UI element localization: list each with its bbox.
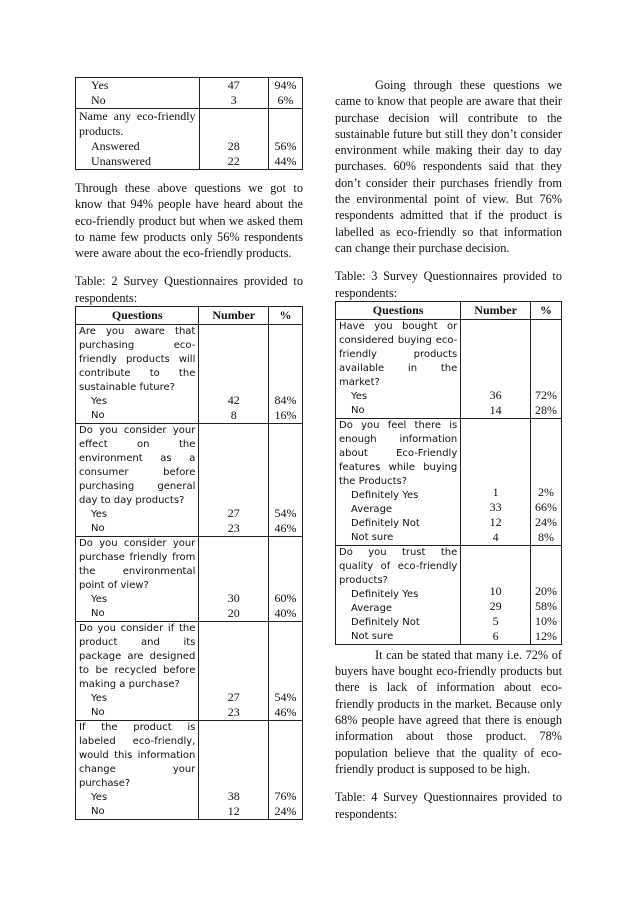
response-percent: 24% — [274, 804, 297, 819]
response-count: 33 — [489, 499, 502, 514]
answer-option: No — [91, 410, 105, 422]
table-row — [336, 319, 562, 418]
table-3-caption: Table: 3 Survey Questionnaires provided to respondents: — [335, 269, 562, 300]
response-count: 47 — [227, 78, 240, 92]
percent-cell — [269, 622, 303, 721]
question-cell — [336, 319, 461, 418]
response-percent: 84% — [274, 393, 297, 408]
response-count: 20 — [227, 606, 240, 621]
response-percent: 16% — [274, 408, 297, 423]
number-cell — [461, 418, 531, 545]
response-count: 10 — [489, 583, 502, 598]
answer-option: No — [91, 608, 105, 620]
column-header: % — [269, 307, 303, 325]
response-count: 28 — [227, 139, 240, 153]
question-cell — [76, 721, 199, 820]
number-cell — [199, 622, 269, 721]
question-text: Have you bought or considered buying eco-friendly products available in the market? — [339, 320, 458, 388]
answer-option: Yes — [91, 792, 108, 804]
question-cell — [76, 325, 199, 424]
answer-option: Definitely Yes — [351, 489, 419, 501]
response-count: 23 — [227, 521, 240, 536]
answer-option: No — [351, 404, 365, 416]
response-percent: 76% — [274, 789, 297, 804]
column-header: Number — [199, 307, 269, 325]
number-cell — [199, 325, 269, 424]
answer-option: Yes — [91, 594, 108, 606]
question-text: Do you consider your effect on the environment as a consumer before purchasing general day to day products? — [79, 425, 196, 507]
question-cell — [76, 424, 199, 537]
response-count: 12 — [489, 514, 502, 529]
table-row — [76, 424, 303, 537]
percent-cell — [269, 721, 303, 820]
survey-table-3 — [335, 301, 562, 645]
number-cell — [199, 721, 269, 820]
answer-option: No — [91, 707, 105, 719]
percent-cell — [269, 424, 303, 537]
response-percent: 66% — [535, 499, 557, 514]
number-cell — [461, 319, 531, 418]
table-row — [76, 537, 303, 622]
answer-option: Definitely Not — [351, 616, 420, 628]
number-cell — [199, 537, 269, 622]
question-text: Are you aware that purchasing eco-friendly products will contribute to the sustainable future? — [79, 326, 196, 394]
response-count: 6 — [492, 628, 499, 643]
response-percent: 8% — [538, 529, 554, 544]
percent-cell — [269, 537, 303, 622]
response-percent: 54% — [274, 690, 297, 705]
answer-option: Yes — [91, 396, 108, 408]
percent-cell — [531, 418, 562, 545]
response-percent: 40% — [274, 606, 297, 621]
question-text: Do you consider if the product and its package are designed to be recycled before making a purchase? — [79, 623, 196, 691]
number-cell — [461, 545, 531, 644]
answer-option: Not sure — [351, 531, 394, 543]
question-cell — [336, 418, 461, 545]
right-column — [335, 77, 562, 822]
response-count: 27 — [227, 690, 240, 705]
answer-option: Not sure — [351, 630, 394, 642]
question-cell — [76, 537, 199, 622]
response-count: 14 — [489, 402, 502, 417]
answer-option: Average — [351, 602, 393, 614]
answer-option: Average — [351, 503, 393, 515]
table-row — [336, 418, 562, 545]
response-count: 23 — [227, 705, 240, 720]
table-row — [76, 622, 303, 721]
table-row — [76, 78, 303, 109]
response-percent: 12% — [535, 628, 557, 643]
response-count: 8 — [230, 408, 237, 423]
question-cell — [76, 109, 200, 170]
question-text: Do you consider your purchase friendly from the environmental point of view? — [79, 538, 196, 592]
response-percent: 2% — [538, 484, 554, 499]
number-cell — [199, 109, 268, 170]
number-cell — [199, 424, 269, 537]
column-header: % — [531, 301, 562, 319]
response-count: 29 — [489, 598, 502, 613]
answer-option: Unanswered — [91, 154, 151, 168]
response-count: 38 — [227, 789, 240, 804]
response-percent: 58% — [535, 598, 557, 613]
answer-option: Answered — [91, 139, 140, 153]
response-count: 36 — [489, 387, 502, 402]
table-2-caption: Table: 2 Survey Questionnaires provided to respondents: — [75, 274, 303, 305]
response-percent: 46% — [274, 705, 297, 720]
table-row — [336, 545, 562, 644]
percent-cell — [269, 325, 303, 424]
answer-option: Definitely Not — [351, 517, 420, 529]
answer-option: Yes — [351, 390, 368, 402]
question-text: If the product is labeled eco-friendly, would this information change your purchase? — [79, 722, 196, 790]
column-header: Questions — [76, 307, 199, 325]
response-percent: 10% — [535, 613, 557, 628]
question-cell — [76, 78, 200, 109]
response-count: 30 — [227, 591, 240, 606]
percent-cell — [531, 319, 562, 418]
paragraph-buyers-summary: It can be stated that many i.e. 72% of buyers have bought eco-friendly products but there is lack of information about eco-friendly products in the market. Because only 68% people have agreed that there is enough information about those product. 78% population believe that the quality of eco-friendly product is supposed to be high. — [335, 647, 562, 776]
question-cell — [76, 622, 199, 721]
response-percent: 24% — [535, 514, 557, 529]
paragraph-purchase-decision: Going through these questions we came to know that people are aware that their purchase decision will contribute to the sustainable future but still they don’t consider environment while making their day to day purchases. 60% respondents said that they don’t consider their purchases friendly from the environmental point of view. But 76% respondents admitted that if the product is labelled as eco-friendly so that information can change their purchase decision. — [335, 78, 562, 255]
column-header: Questions — [336, 301, 461, 319]
response-count: 22 — [227, 154, 240, 168]
answer-option: No — [91, 93, 106, 107]
percent-cell — [269, 109, 303, 170]
response-percent: 72% — [535, 387, 557, 402]
answer-option: Definitely Yes — [351, 588, 419, 600]
percent-cell — [269, 78, 303, 109]
table-row — [76, 325, 303, 424]
response-count: 3 — [230, 93, 237, 107]
response-count: 27 — [227, 506, 240, 521]
response-count: 4 — [492, 529, 499, 544]
response-count: 5 — [492, 613, 499, 628]
response-percent: 56% — [274, 139, 297, 153]
response-percent: 28% — [535, 402, 557, 417]
response-count: 12 — [227, 804, 240, 819]
question-text: Name any eco-friendly products. — [79, 109, 196, 138]
survey-table-1-continued — [75, 77, 303, 170]
question-text: Do you trust the quality of eco-friendly products? — [339, 546, 458, 586]
response-percent: 6% — [277, 93, 294, 107]
left-column — [75, 77, 303, 820]
response-percent: 60% — [274, 591, 297, 606]
answer-option: No — [91, 523, 105, 535]
question-cell — [336, 545, 461, 644]
response-percent: 46% — [274, 521, 297, 536]
answer-option: Yes — [91, 78, 109, 92]
percent-cell — [531, 545, 562, 644]
answer-option: Yes — [91, 509, 108, 521]
survey-table-2 — [75, 306, 303, 820]
answer-option: Yes — [91, 693, 108, 705]
question-text: Do you feel there is enough information about Eco-Friendly features while buying the Products? — [339, 419, 458, 487]
response-count: 42 — [227, 393, 240, 408]
table-row — [76, 721, 303, 820]
response-percent: 20% — [535, 583, 557, 598]
response-count: 1 — [492, 484, 499, 499]
paragraph-awareness-summary: Through these above questions we got to know that 94% people have heard about the eco-friendly product but when we asked them to name few products only 56% respondents were aware about the eco-friendly products. — [75, 181, 303, 261]
table-row — [76, 109, 303, 170]
number-cell — [199, 78, 268, 109]
column-header: Number — [461, 301, 531, 319]
response-percent: 44% — [274, 154, 297, 168]
response-percent: 54% — [274, 506, 297, 521]
table-4-caption: Table: 4 Survey Questionnaires provided to respondents: — [335, 790, 562, 821]
answer-option: No — [91, 806, 105, 818]
response-percent: 94% — [274, 78, 297, 92]
